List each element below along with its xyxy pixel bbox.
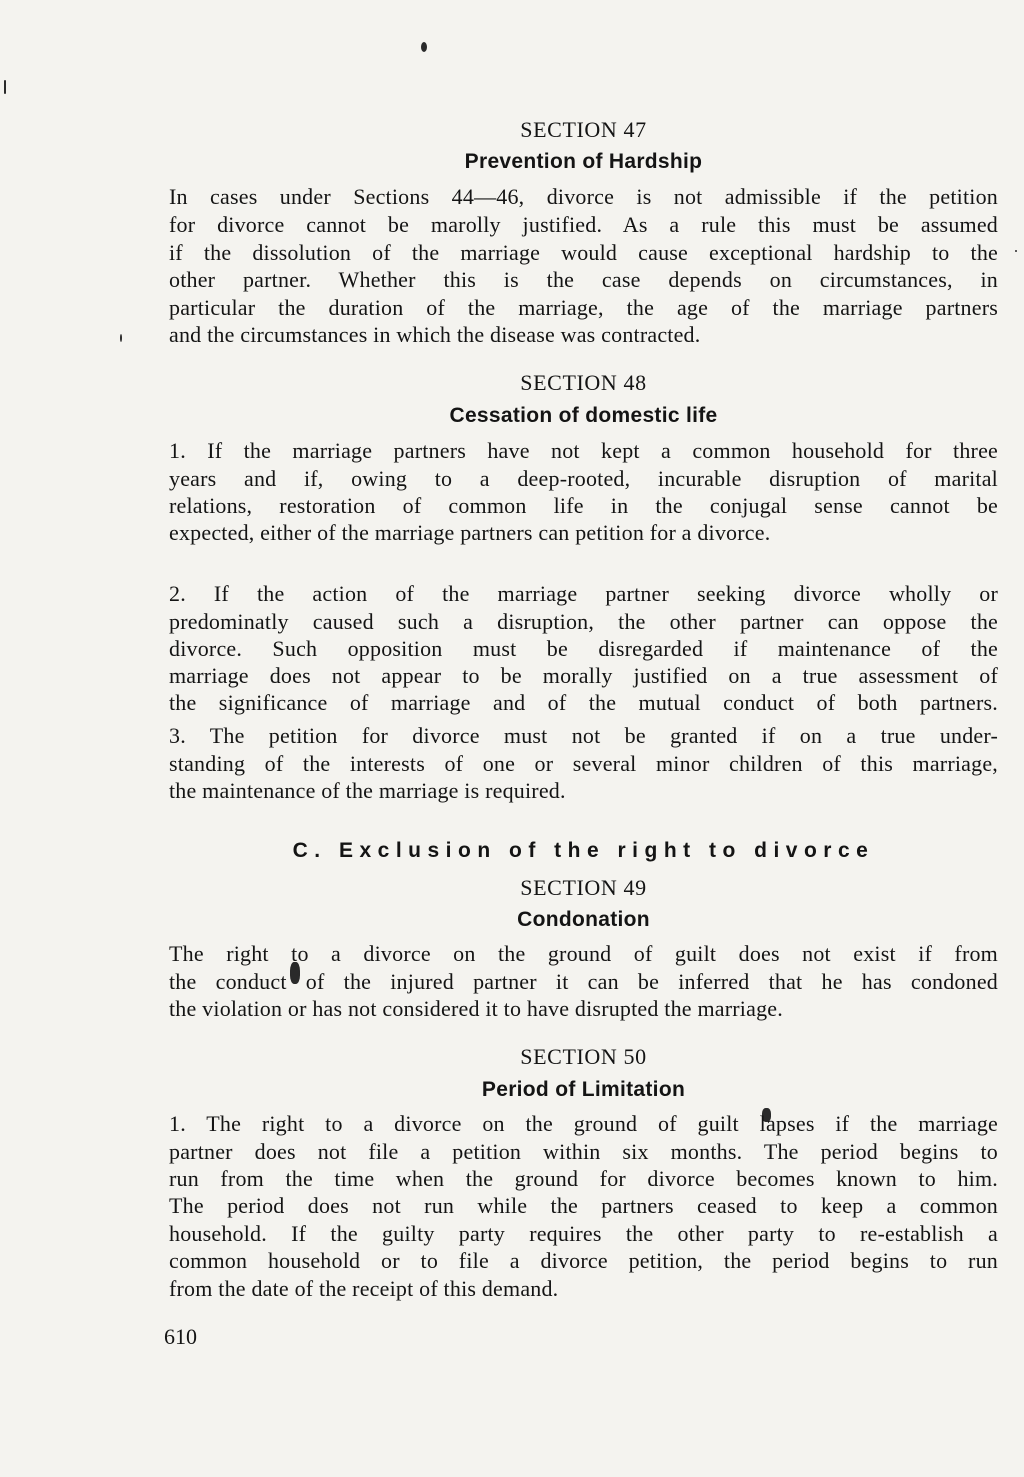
section-48-line: 3. The petition for divorce must not be granted if on a true under- (169, 723, 998, 748)
part-c-heading: C. Exclusion of the right to divorce (292, 839, 875, 862)
section-50-number: SECTION 50 (520, 1044, 647, 1069)
section-48-number: SECTION 48 (520, 370, 647, 395)
section-49-line: The right to a divorce on the ground of guilt does not exist if from (169, 941, 998, 966)
section-49-title: Condonation (517, 908, 650, 931)
scan-speck (120, 334, 122, 342)
section-50-line: partner does not file a petition within six months. The period begins to (169, 1139, 998, 1164)
section-48-line: expected, either of the marriage partners can petition for a divorce. (169, 520, 771, 545)
section-50-line: run from the time when the ground for divorce becomes known to him. (169, 1166, 998, 1191)
section-47-number: SECTION 47 (520, 117, 647, 142)
scan-speck (4, 80, 6, 94)
section-48-line: the significance of marriage and of the mutual conduct of both partners. (169, 690, 998, 715)
section-48-line: 2. If the action of the marriage partner seeking divorce wholly or (169, 581, 998, 606)
section-48-title: Cessation of domestic life (449, 404, 718, 427)
section-48-line: relations, restoration of common life in the conjugal sense cannot be (169, 493, 998, 518)
scan-speck (421, 42, 427, 52)
section-50-title: Period of Limitation (481, 1078, 686, 1101)
section-47-line: and the circumstances in which the disease was contracted. (169, 322, 701, 347)
section-48-line: marriage does not appear to be morally justified on a true assessment of (169, 663, 998, 688)
section-50-line: common household or to file a divorce petition, the period begins to run (169, 1248, 998, 1273)
section-48-line: predominatly caused such a disruption, the other partner can oppose the (169, 609, 998, 634)
section-48-line: the maintenance of the marriage is required. (169, 778, 566, 803)
section-48-line: 1. If the marriage partners have not kept a common household for three (169, 438, 998, 463)
section-50-line: from the date of the receipt of this demand. (169, 1276, 559, 1301)
section-47-line: In cases under Sections 44—46, divorce is not admissible if the petition (169, 184, 998, 209)
section-50-line: 1. The right to a divorce on the ground of guilt lapses if the marriage (169, 1111, 998, 1136)
section-50-line: household. If the guilty party requires the other party to re-establish a (169, 1221, 998, 1246)
section-48-line: standing of the interests of one or several minor children of this marriage, (169, 751, 998, 776)
section-48-line: divorce. Such opposition must be disregarded if maintenance of the (169, 636, 998, 661)
scan-speck (1015, 250, 1017, 252)
section-48-line: years and if, owing to a deep-rooted, incurable disruption of marital (169, 466, 998, 491)
page-number: 610 (164, 1324, 197, 1349)
section-47-line: if the dissolution of the marriage would cause exceptional hardship to the (169, 240, 998, 265)
section-50-line: The period does not run while the partners ceased to keep a common (169, 1193, 998, 1218)
section-47-line: particular the duration of the marriage, the age of the marriage partners (169, 295, 998, 320)
section-49-line: the violation or has not considered it to have disrupted the marriage. (169, 996, 783, 1021)
section-47-title: Prevention of Hardship (464, 150, 703, 173)
section-49-number: SECTION 49 (520, 875, 647, 900)
section-49-line: the conduct of the injured partner it can be inferred that he has condoned (169, 969, 998, 994)
section-47-line: other partner. Whether this is the case depends on circumstances, in (169, 267, 998, 292)
section-47-line: for divorce cannot be marolly justified. As a rule this must be assumed (169, 212, 998, 237)
